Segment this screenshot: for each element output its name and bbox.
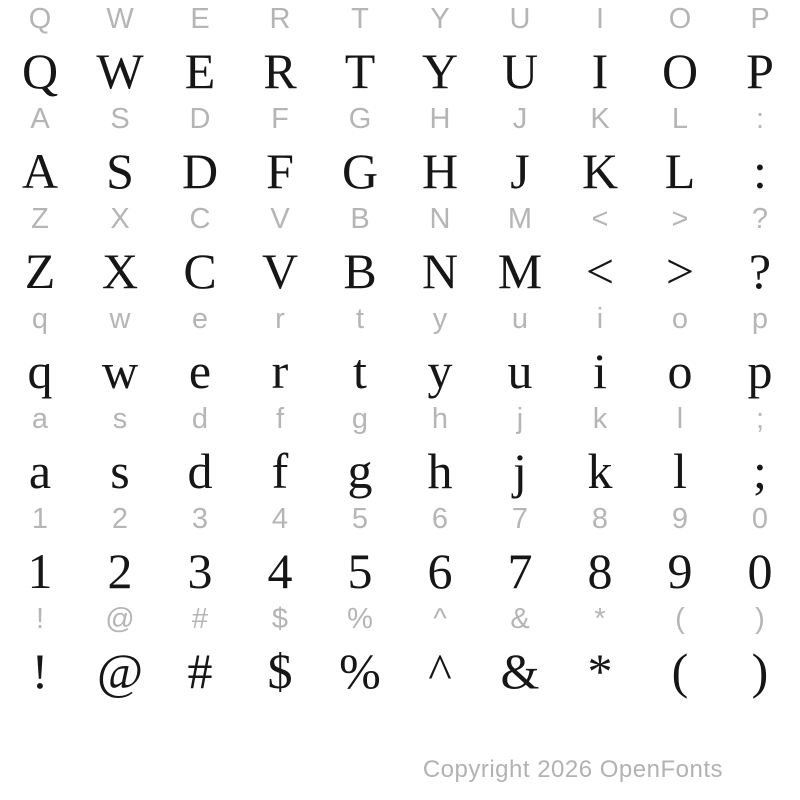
ghost-row — [0, 300, 800, 338]
specimen-char: Q — [21, 43, 59, 99]
main-row — [0, 538, 800, 600]
specimen-char: % — [339, 643, 381, 699]
ghost-char: t — [355, 303, 365, 335]
ghost-char: 9 — [671, 503, 689, 535]
specimen-char: g — [347, 443, 373, 499]
specimen-char: R — [263, 43, 297, 99]
specimen-char: 9 — [667, 543, 693, 599]
ghost-char: ^ — [433, 603, 447, 635]
specimen-char: 0 — [747, 543, 773, 599]
ghost-char: E — [190, 3, 210, 35]
ghost-char: 6 — [431, 503, 449, 535]
specimen-char: 2 — [107, 543, 133, 599]
specimen-char: X — [101, 243, 139, 299]
specimen-char: < — [585, 243, 615, 299]
specimen-row-pair — [0, 400, 800, 500]
ghost-char: f — [275, 403, 285, 435]
specimen-char: C — [183, 243, 217, 299]
main-row — [0, 638, 800, 700]
specimen-char: & — [500, 643, 540, 699]
specimen-char: p — [747, 343, 773, 399]
ghost-char: r — [275, 303, 285, 335]
specimen-char: D — [181, 143, 219, 199]
specimen-char: S — [106, 143, 134, 199]
ghost-char: Z — [31, 203, 49, 235]
main-row — [0, 338, 800, 400]
ghost-char: ) — [755, 603, 765, 635]
specimen-char: h — [427, 443, 453, 499]
specimen-char: 1 — [27, 543, 53, 599]
specimen-char: 4 — [267, 543, 293, 599]
specimen-char: J — [510, 143, 530, 199]
specimen-char: r — [271, 343, 289, 399]
ghost-char: N — [429, 203, 451, 235]
specimen-row-pair — [0, 200, 800, 300]
ghost-char: I — [595, 3, 605, 35]
ghost-char: s — [112, 403, 128, 435]
specimen-char: L — [664, 143, 696, 199]
ghost-char: ? — [751, 203, 769, 235]
specimen-char: @ — [96, 643, 144, 699]
copyright-notice: Copyright 2026 OpenFonts — [422, 756, 723, 783]
ghost-char: R — [269, 3, 291, 35]
specimen-char: f — [271, 443, 289, 499]
ghost-char: 8 — [591, 503, 609, 535]
ghost-char: ( — [675, 603, 685, 635]
specimen-row-pair — [0, 600, 800, 700]
specimen-char: d — [187, 443, 213, 499]
specimen-char: ! — [31, 643, 49, 699]
specimen-char: A — [21, 143, 59, 199]
specimen-char: ) — [751, 643, 769, 699]
specimen-char: 5 — [347, 543, 373, 599]
specimen-char: T — [344, 43, 376, 99]
specimen-char: B — [343, 243, 377, 299]
specimen-char: l — [673, 443, 687, 499]
ghost-char: ; — [755, 403, 765, 435]
specimen-row-pair — [0, 300, 800, 400]
ghost-char: F — [271, 103, 289, 135]
ghost-char: o — [671, 303, 689, 335]
ghost-char: J — [512, 103, 528, 135]
specimen-char: K — [581, 143, 619, 199]
specimen-char: E — [184, 43, 216, 99]
specimen-char: 3 — [187, 543, 213, 599]
specimen-char: 7 — [507, 543, 533, 599]
specimen-char: w — [101, 343, 139, 399]
specimen-char: > — [665, 243, 695, 299]
specimen-char: u — [507, 343, 533, 399]
specimen-char: s — [110, 443, 130, 499]
ghost-char: $ — [271, 603, 289, 635]
specimen-char: ( — [671, 643, 689, 699]
specimen-char: a — [28, 443, 52, 499]
ghost-char: @ — [105, 603, 135, 635]
ghost-row — [0, 200, 800, 238]
specimen-char: # — [187, 643, 213, 699]
ghost-char: j — [516, 403, 524, 435]
ghost-char: ! — [35, 603, 45, 635]
specimen-char: F — [266, 143, 294, 199]
specimen-char: y — [427, 343, 453, 399]
ghost-char: S — [110, 103, 130, 135]
ghost-char: 1 — [31, 503, 49, 535]
ghost-char: K — [590, 103, 610, 135]
specimen-char: t — [353, 343, 367, 399]
specimen-char: G — [341, 143, 379, 199]
ghost-char: 0 — [751, 503, 769, 535]
specimen-char: O — [661, 43, 699, 99]
specimen-char: j — [513, 443, 527, 499]
specimen-char: q — [27, 343, 53, 399]
specimen-char: * — [587, 643, 613, 699]
specimen-char: I — [591, 43, 609, 99]
ghost-char: > — [671, 203, 689, 235]
ghost-char: : — [755, 103, 765, 135]
ghost-char: q — [31, 303, 49, 335]
specimen-char: $ — [267, 643, 293, 699]
ghost-row — [0, 100, 800, 138]
specimen-char: ; — [753, 443, 767, 499]
ghost-char: y — [432, 303, 448, 335]
ghost-char: U — [509, 3, 531, 35]
ghost-char: 7 — [511, 503, 529, 535]
ghost-char: l — [676, 403, 684, 435]
ghost-char: e — [191, 303, 209, 335]
specimen-row-pair — [0, 100, 800, 200]
ghost-char: d — [191, 403, 209, 435]
ghost-char: G — [348, 103, 372, 135]
ghost-char: k — [592, 403, 608, 435]
specimen-char: ? — [748, 243, 772, 299]
specimen-char: Z — [24, 243, 56, 299]
ghost-char: 5 — [351, 503, 369, 535]
ghost-char: 2 — [111, 503, 129, 535]
specimen-char: e — [188, 343, 212, 399]
ghost-row — [0, 0, 800, 38]
ghost-char: w — [109, 303, 131, 335]
main-row — [0, 38, 800, 100]
specimen-char: 6 — [427, 543, 453, 599]
ghost-char: X — [110, 203, 130, 235]
specimen-char: : — [753, 143, 767, 199]
specimen-char: ^ — [428, 643, 452, 699]
specimen-char: H — [421, 143, 459, 199]
ghost-char: g — [351, 403, 369, 435]
ghost-row — [0, 500, 800, 538]
ghost-char: D — [189, 103, 211, 135]
specimen-row-pair — [0, 500, 800, 600]
ghost-row — [0, 400, 800, 438]
ghost-char: C — [189, 203, 211, 235]
specimen-char: 8 — [587, 543, 613, 599]
ghost-char: W — [106, 3, 134, 35]
ghost-char: M — [507, 203, 533, 235]
specimen-char: i — [593, 343, 607, 399]
specimen-char: P — [746, 43, 774, 99]
specimen-char: U — [501, 43, 539, 99]
ghost-char: a — [31, 403, 49, 435]
main-row — [0, 238, 800, 300]
main-row — [0, 438, 800, 500]
ghost-char: & — [510, 603, 530, 635]
ghost-char: H — [429, 103, 451, 135]
ghost-char: u — [511, 303, 529, 335]
ghost-char: O — [668, 3, 692, 35]
ghost-char: Y — [430, 3, 450, 35]
ghost-char: # — [191, 603, 209, 635]
ghost-char: A — [30, 103, 50, 135]
specimen-char: N — [421, 243, 459, 299]
specimen-char: W — [96, 43, 144, 99]
ghost-char: < — [591, 203, 609, 235]
ghost-char: Q — [28, 3, 52, 35]
specimen-char: k — [587, 443, 613, 499]
ghost-char: % — [347, 603, 373, 635]
main-row — [0, 138, 800, 200]
specimen-char: V — [261, 243, 299, 299]
ghost-char: i — [596, 303, 604, 335]
specimen-char: M — [497, 243, 543, 299]
specimen-row-pair — [0, 0, 800, 100]
ghost-char: V — [270, 203, 290, 235]
specimen-char: o — [667, 343, 693, 399]
ghost-row — [0, 600, 800, 638]
ghost-char: L — [671, 103, 689, 135]
ghost-char: P — [750, 3, 770, 35]
ghost-char: * — [594, 603, 606, 635]
ghost-char: T — [351, 3, 369, 35]
ghost-char: p — [751, 303, 769, 335]
ghost-char: 3 — [191, 503, 209, 535]
ghost-char: B — [350, 203, 370, 235]
specimen-char: Y — [421, 43, 459, 99]
ghost-char: 4 — [271, 503, 289, 535]
ghost-char: h — [431, 403, 449, 435]
